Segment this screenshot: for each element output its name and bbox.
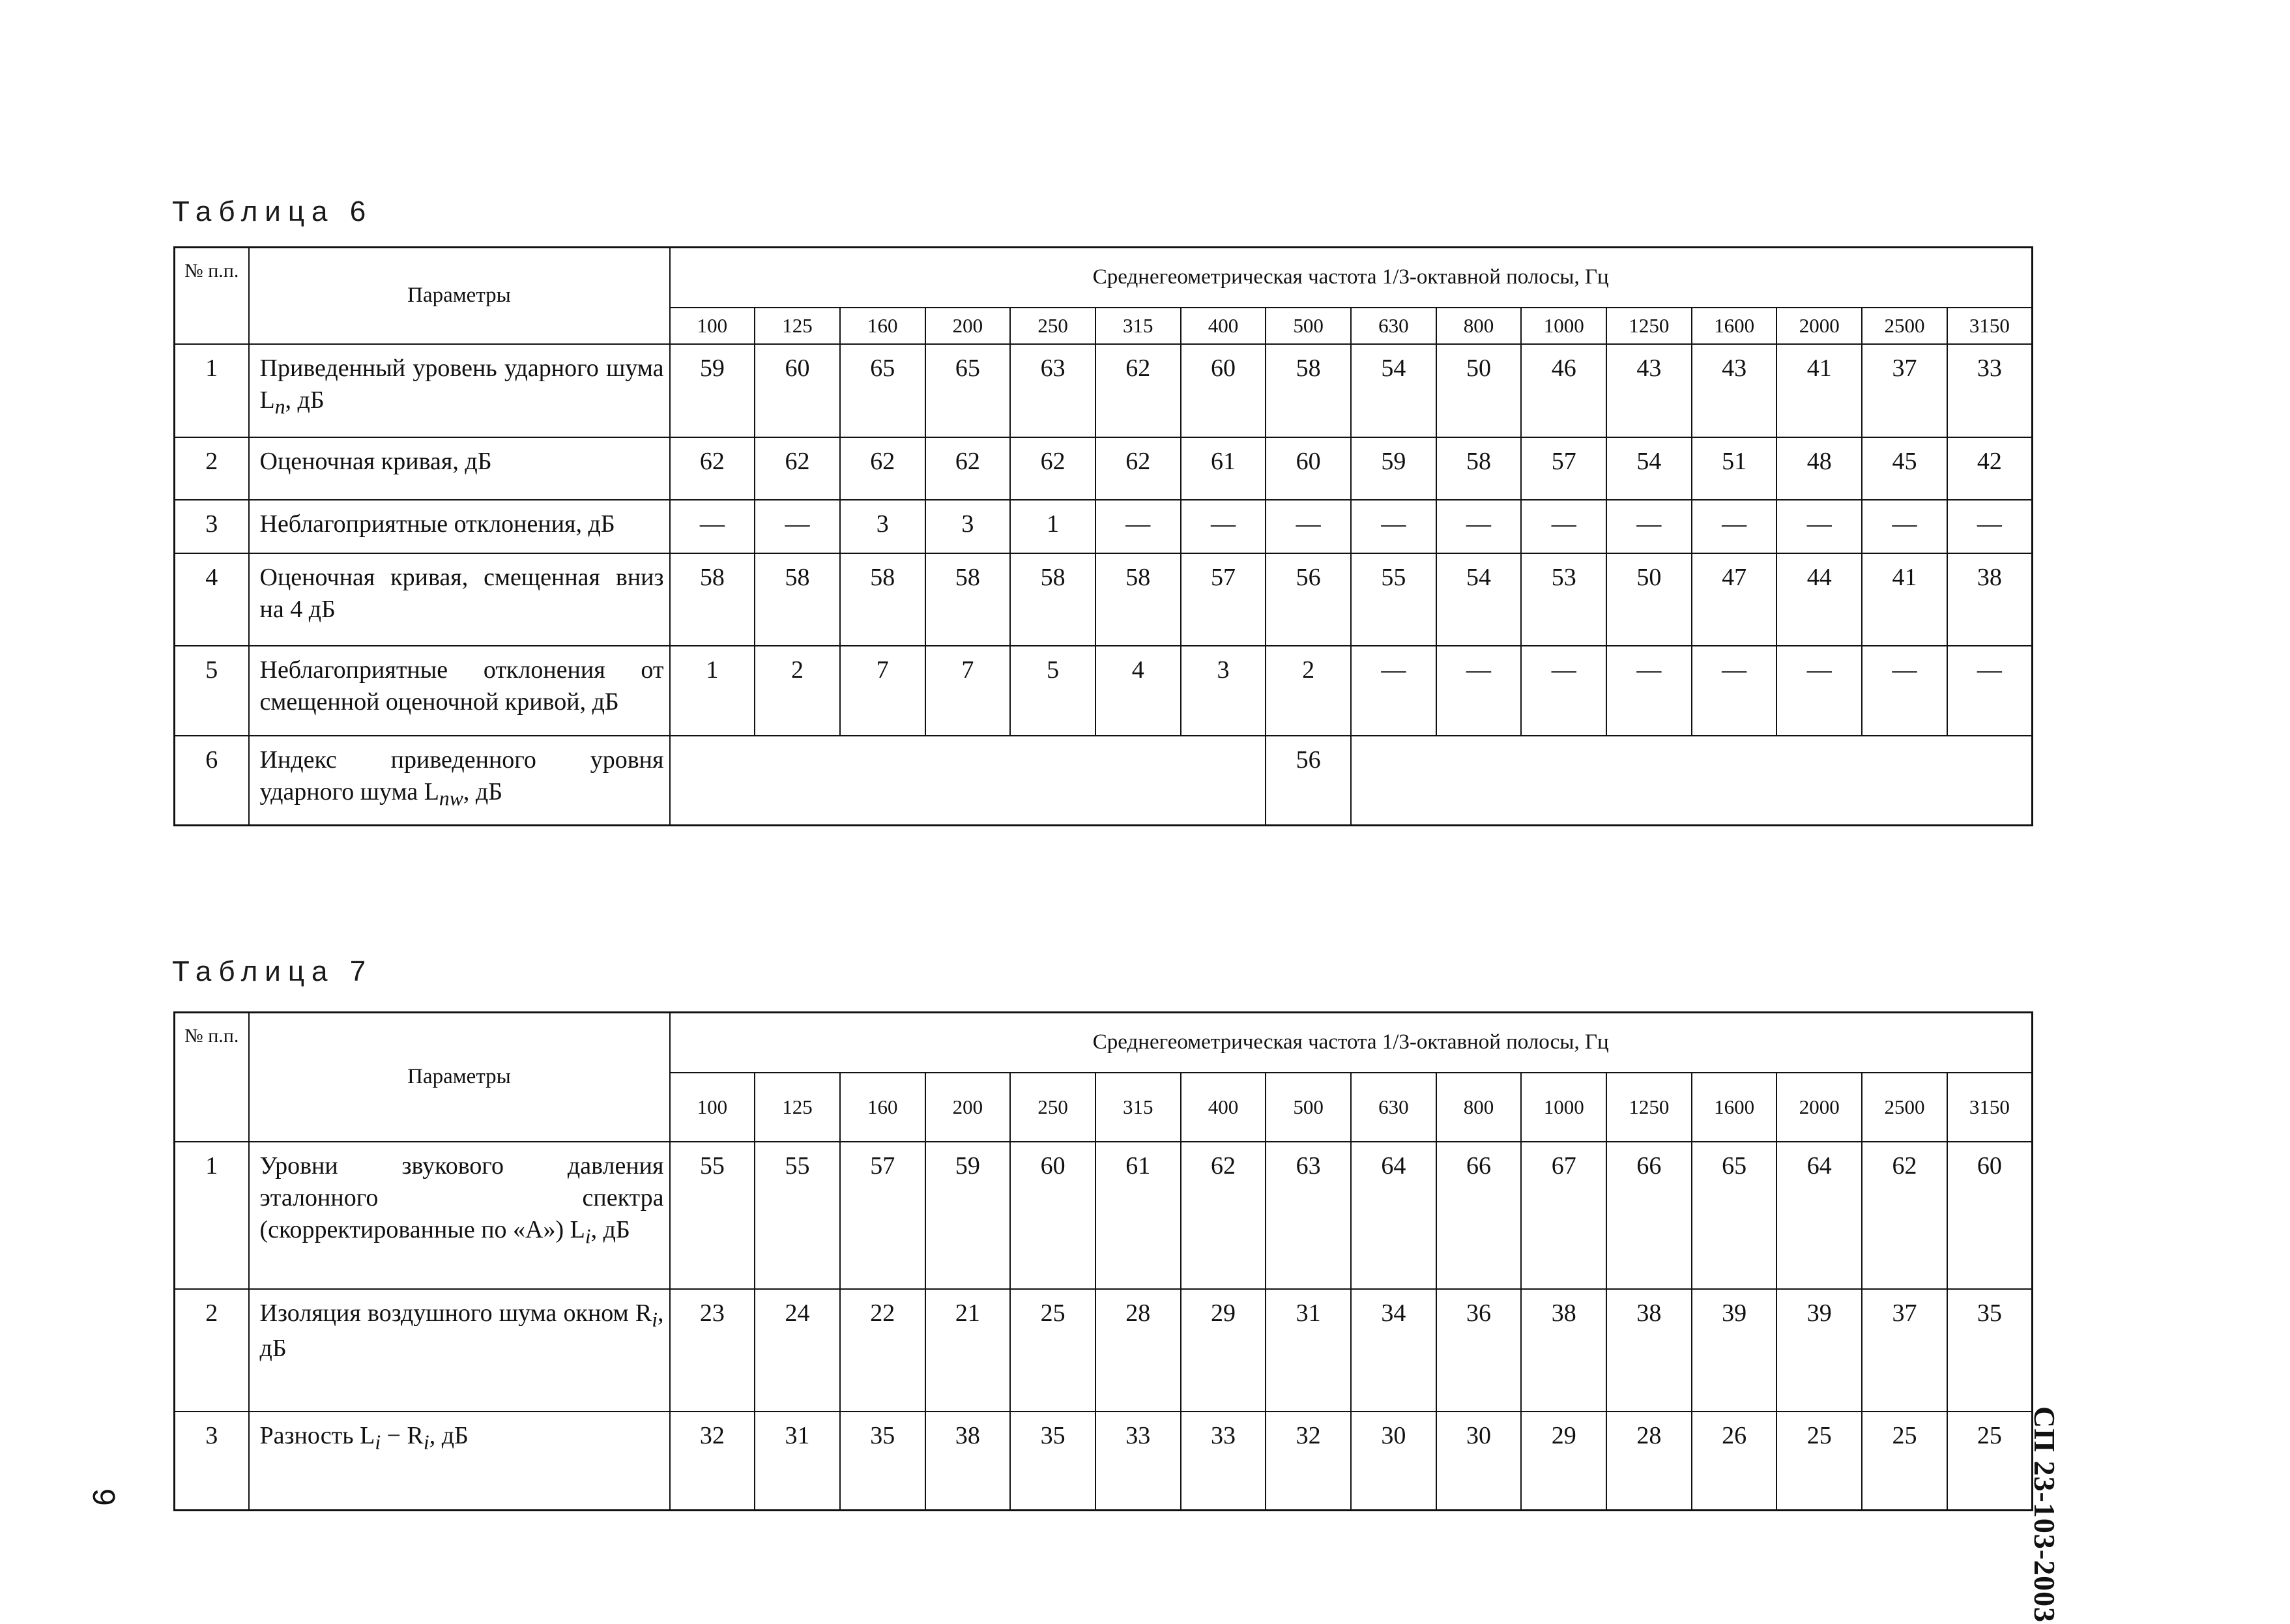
cell-value: 58 bbox=[1010, 553, 1095, 646]
cell-value: 56 bbox=[1266, 736, 1351, 826]
cell-value: 58 bbox=[755, 553, 840, 646]
freq-header: 2000 bbox=[1776, 308, 1862, 344]
freq-header: 2000 bbox=[1776, 1073, 1862, 1142]
cell-value: 58 bbox=[1266, 344, 1351, 437]
cell-value: 25 bbox=[1010, 1289, 1095, 1412]
cell-value: 62 bbox=[1010, 437, 1095, 500]
cell-value: 62 bbox=[1862, 1142, 1947, 1289]
table-row bbox=[175, 1412, 2033, 1511]
cell-value: 59 bbox=[1351, 437, 1436, 500]
row-label: Приведенный уровень ударного шума $L_n$, дБ bbox=[249, 344, 670, 437]
cell-value: 22 bbox=[840, 1289, 925, 1412]
cell-value: 55 bbox=[1351, 553, 1436, 646]
freq-header: 400 bbox=[1181, 308, 1266, 344]
cell-value: 61 bbox=[1181, 437, 1266, 500]
empty-cell bbox=[1351, 736, 2033, 826]
cell-value: 39 bbox=[1776, 1289, 1862, 1412]
row-label: Оценочная кривая, смещенная вниз на 4 дБ bbox=[249, 553, 670, 646]
cell-value: — bbox=[1692, 646, 1777, 736]
freq-header: 125 bbox=[755, 1073, 840, 1142]
cell-value: 28 bbox=[1095, 1289, 1181, 1412]
table-row bbox=[175, 646, 2033, 736]
freq-header: 1000 bbox=[1521, 308, 1606, 344]
cell-value: — bbox=[1521, 646, 1606, 736]
row-number: 4 bbox=[175, 553, 249, 646]
cell-value: 28 bbox=[1606, 1412, 1692, 1511]
table-row bbox=[175, 1289, 2033, 1412]
cell-value: 62 bbox=[1181, 1142, 1266, 1289]
document-code: СП 23-103-2003 bbox=[2028, 1406, 2061, 1623]
freq-header: 1600 bbox=[1692, 308, 1777, 344]
table6 bbox=[173, 246, 2033, 826]
cell-value: 51 bbox=[1692, 437, 1777, 500]
cell-value: 65 bbox=[1692, 1142, 1777, 1289]
cell-value: 62 bbox=[840, 437, 925, 500]
cell-value: 50 bbox=[1436, 344, 1522, 437]
cell-value: 29 bbox=[1181, 1289, 1266, 1412]
cell-value: 60 bbox=[755, 344, 840, 437]
freq-header: 500 bbox=[1266, 1073, 1351, 1142]
cell-value: — bbox=[1095, 500, 1181, 553]
cell-value: — bbox=[1776, 500, 1862, 553]
cell-value: 3 bbox=[925, 500, 1011, 553]
freq-header: 630 bbox=[1351, 1073, 1436, 1142]
cell-value: 57 bbox=[1181, 553, 1266, 646]
cell-value: 4 bbox=[1095, 646, 1181, 736]
cell-value: 41 bbox=[1776, 344, 1862, 437]
cell-value: 55 bbox=[670, 1142, 755, 1289]
freq-header: 315 bbox=[1095, 1073, 1181, 1142]
header-freq-title: Среднегеометрическая частота 1/3-октавной полосы, Гц bbox=[670, 1013, 2033, 1073]
cell-value: 62 bbox=[755, 437, 840, 500]
row-label: Оценочная кривая, дБ bbox=[249, 437, 670, 500]
row-number: 2 bbox=[175, 437, 249, 500]
cell-value: — bbox=[1862, 500, 1947, 553]
freq-header: 3150 bbox=[1947, 308, 2033, 344]
freq-header: 1600 bbox=[1692, 1073, 1777, 1142]
cell-value: 5 bbox=[1010, 646, 1095, 736]
cell-value: 62 bbox=[1095, 437, 1181, 500]
cell-value: 53 bbox=[1521, 553, 1606, 646]
cell-value: — bbox=[1947, 500, 2033, 553]
cell-value: 38 bbox=[1606, 1289, 1692, 1412]
cell-value: 44 bbox=[1776, 553, 1862, 646]
cell-value: 3 bbox=[840, 500, 925, 553]
cell-value: 60 bbox=[1266, 437, 1351, 500]
row-number: 6 bbox=[175, 736, 249, 826]
table-row bbox=[175, 736, 2033, 826]
cell-value: 50 bbox=[1606, 553, 1692, 646]
freq-header: 400 bbox=[1181, 1073, 1266, 1142]
cell-value: 25 bbox=[1947, 1412, 2033, 1511]
header-freq-title: Среднегеометрическая частота 1/3-октавной полосы, Гц bbox=[670, 248, 2033, 308]
cell-value: 25 bbox=[1776, 1412, 1862, 1511]
cell-value: 67 bbox=[1521, 1142, 1606, 1289]
cell-value: 32 bbox=[1266, 1412, 1351, 1511]
cell-value: 48 bbox=[1776, 437, 1862, 500]
cell-value: 38 bbox=[925, 1412, 1011, 1511]
cell-value: 30 bbox=[1436, 1412, 1522, 1511]
cell-value: 58 bbox=[670, 553, 755, 646]
row-label: Уровни звукового давления эталонного спектра (скорректированные по «А») $L_i$, дБ bbox=[249, 1142, 670, 1289]
cell-value: 1 bbox=[670, 646, 755, 736]
cell-value: 62 bbox=[1095, 344, 1181, 437]
cell-value: 7 bbox=[840, 646, 925, 736]
cell-value: 34 bbox=[1351, 1289, 1436, 1412]
cell-value: 2 bbox=[755, 646, 840, 736]
cell-value: — bbox=[1436, 500, 1522, 553]
cell-value: 21 bbox=[925, 1289, 1011, 1412]
cell-value: 33 bbox=[1947, 344, 2033, 437]
cell-value: 36 bbox=[1436, 1289, 1522, 1412]
freq-header: 100 bbox=[670, 1073, 755, 1142]
cell-value: 32 bbox=[670, 1412, 755, 1511]
cell-value: 43 bbox=[1606, 344, 1692, 437]
cell-value: 59 bbox=[670, 344, 755, 437]
cell-value: 61 bbox=[1095, 1142, 1181, 1289]
cell-value: 33 bbox=[1181, 1412, 1266, 1511]
freq-header: 2500 bbox=[1862, 308, 1947, 344]
cell-value: 62 bbox=[925, 437, 1011, 500]
cell-value: 41 bbox=[1862, 553, 1947, 646]
cell-value: — bbox=[1862, 646, 1947, 736]
cell-value: 31 bbox=[1266, 1289, 1351, 1412]
row-label: Индекс приведенного уровня ударного шума $L_{nw}$, дБ bbox=[249, 736, 670, 826]
cell-value: 58 bbox=[925, 553, 1011, 646]
freq-header: 630 bbox=[1351, 308, 1436, 344]
cell-value: 66 bbox=[1436, 1142, 1522, 1289]
freq-header: 125 bbox=[755, 308, 840, 344]
row-label: Неблагоприятные отклонения, дБ bbox=[249, 500, 670, 553]
cell-value: 58 bbox=[840, 553, 925, 646]
cell-value: 23 bbox=[670, 1289, 755, 1412]
cell-value: — bbox=[1521, 500, 1606, 553]
cell-value: 65 bbox=[840, 344, 925, 437]
cell-value: 35 bbox=[840, 1412, 925, 1511]
row-label: Разность $L_i - R_i$, дБ bbox=[249, 1412, 670, 1511]
cell-value: 58 bbox=[1095, 553, 1181, 646]
cell-value: — bbox=[1181, 500, 1266, 553]
cell-value: 54 bbox=[1351, 344, 1436, 437]
cell-value: — bbox=[1606, 500, 1692, 553]
cell-value: — bbox=[1436, 646, 1522, 736]
row-number: 1 bbox=[175, 1142, 249, 1289]
cell-value: 30 bbox=[1351, 1412, 1436, 1511]
cell-value: 1 bbox=[1010, 500, 1095, 553]
row-number: 1 bbox=[175, 344, 249, 437]
freq-header: 2500 bbox=[1862, 1073, 1947, 1142]
cell-value: 29 bbox=[1521, 1412, 1606, 1511]
cell-value: 35 bbox=[1947, 1289, 2033, 1412]
cell-value: — bbox=[1692, 500, 1777, 553]
table7-caption: Таблица 7 bbox=[172, 955, 373, 987]
cell-value: 57 bbox=[840, 1142, 925, 1289]
cell-value: 62 bbox=[670, 437, 755, 500]
cell-value: — bbox=[1947, 646, 2033, 736]
cell-value: 65 bbox=[925, 344, 1011, 437]
cell-value: 58 bbox=[1436, 437, 1522, 500]
table-row bbox=[175, 437, 2033, 500]
freq-header: 200 bbox=[925, 308, 1011, 344]
row-number: 5 bbox=[175, 646, 249, 736]
row-number: 3 bbox=[175, 1412, 249, 1511]
table6-caption: Таблица 6 bbox=[172, 196, 373, 227]
cell-value: 55 bbox=[755, 1142, 840, 1289]
freq-header: 100 bbox=[670, 308, 755, 344]
cell-value: — bbox=[755, 500, 840, 553]
cell-value: 31 bbox=[755, 1412, 840, 1511]
freq-header: 800 bbox=[1436, 308, 1522, 344]
cell-value: 3 bbox=[1181, 646, 1266, 736]
cell-value: 57 bbox=[1521, 437, 1606, 500]
cell-value: 56 bbox=[1266, 553, 1351, 646]
cell-value: 24 bbox=[755, 1289, 840, 1412]
cell-value: 35 bbox=[1010, 1412, 1095, 1511]
freq-header: 250 bbox=[1010, 308, 1095, 344]
cell-value: 60 bbox=[1181, 344, 1266, 437]
cell-value: 54 bbox=[1606, 437, 1692, 500]
row-label: Изоляция воздушного шума окном $R_i$, дБ bbox=[249, 1289, 670, 1412]
row-number: 3 bbox=[175, 500, 249, 553]
cell-value: 54 bbox=[1436, 553, 1522, 646]
empty-cell bbox=[670, 736, 1266, 826]
cell-value: 37 bbox=[1862, 344, 1947, 437]
cell-value: 2 bbox=[1266, 646, 1351, 736]
freq-header: 3150 bbox=[1947, 1073, 2033, 1142]
cell-value: 43 bbox=[1692, 344, 1777, 437]
cell-value: 25 bbox=[1862, 1412, 1947, 1511]
page-number: 9 bbox=[86, 1488, 121, 1506]
cell-value: 60 bbox=[1010, 1142, 1095, 1289]
cell-value: — bbox=[1266, 500, 1351, 553]
table-row bbox=[175, 500, 2033, 553]
cell-value: 45 bbox=[1862, 437, 1947, 500]
cell-value: 7 bbox=[925, 646, 1011, 736]
freq-header: 200 bbox=[925, 1073, 1011, 1142]
cell-value: 33 bbox=[1095, 1412, 1181, 1511]
cell-value: 60 bbox=[1947, 1142, 2033, 1289]
cell-value: — bbox=[1606, 646, 1692, 736]
table-row bbox=[175, 344, 2033, 437]
freq-header: 1000 bbox=[1521, 1073, 1606, 1142]
cell-value: 37 bbox=[1862, 1289, 1947, 1412]
cell-value: 66 bbox=[1606, 1142, 1692, 1289]
header-params: Параметры bbox=[249, 248, 670, 344]
cell-value: 59 bbox=[925, 1142, 1011, 1289]
cell-value: 63 bbox=[1266, 1142, 1351, 1289]
row-label: Неблагоприятные отклонения от смещенной оценочной кривой, дБ bbox=[249, 646, 670, 736]
cell-value: — bbox=[1351, 646, 1436, 736]
header-no: № п.п. bbox=[175, 1013, 249, 1142]
freq-header: 1250 bbox=[1606, 1073, 1692, 1142]
header-params: Параметры bbox=[249, 1013, 670, 1142]
cell-value: 38 bbox=[1947, 553, 2033, 646]
cell-value: 47 bbox=[1692, 553, 1777, 646]
cell-value: 26 bbox=[1692, 1412, 1777, 1511]
cell-value: 39 bbox=[1692, 1289, 1777, 1412]
cell-value: — bbox=[670, 500, 755, 553]
freq-header: 315 bbox=[1095, 308, 1181, 344]
cell-value: 42 bbox=[1947, 437, 2033, 500]
cell-value: 38 bbox=[1521, 1289, 1606, 1412]
cell-value: 64 bbox=[1351, 1142, 1436, 1289]
cell-value: 64 bbox=[1776, 1142, 1862, 1289]
freq-header: 1250 bbox=[1606, 308, 1692, 344]
freq-header: 160 bbox=[840, 308, 925, 344]
cell-value: — bbox=[1351, 500, 1436, 553]
table-row bbox=[175, 553, 2033, 646]
freq-header: 160 bbox=[840, 1073, 925, 1142]
cell-value: 63 bbox=[1010, 344, 1095, 437]
table-row bbox=[175, 1142, 2033, 1289]
table7 bbox=[173, 1011, 2033, 1511]
cell-value: — bbox=[1776, 646, 1862, 736]
header-no: № п.п. bbox=[175, 248, 249, 344]
freq-header: 250 bbox=[1010, 1073, 1095, 1142]
row-number: 2 bbox=[175, 1289, 249, 1412]
cell-value: 46 bbox=[1521, 344, 1606, 437]
freq-header: 800 bbox=[1436, 1073, 1522, 1142]
freq-header: 500 bbox=[1266, 308, 1351, 344]
